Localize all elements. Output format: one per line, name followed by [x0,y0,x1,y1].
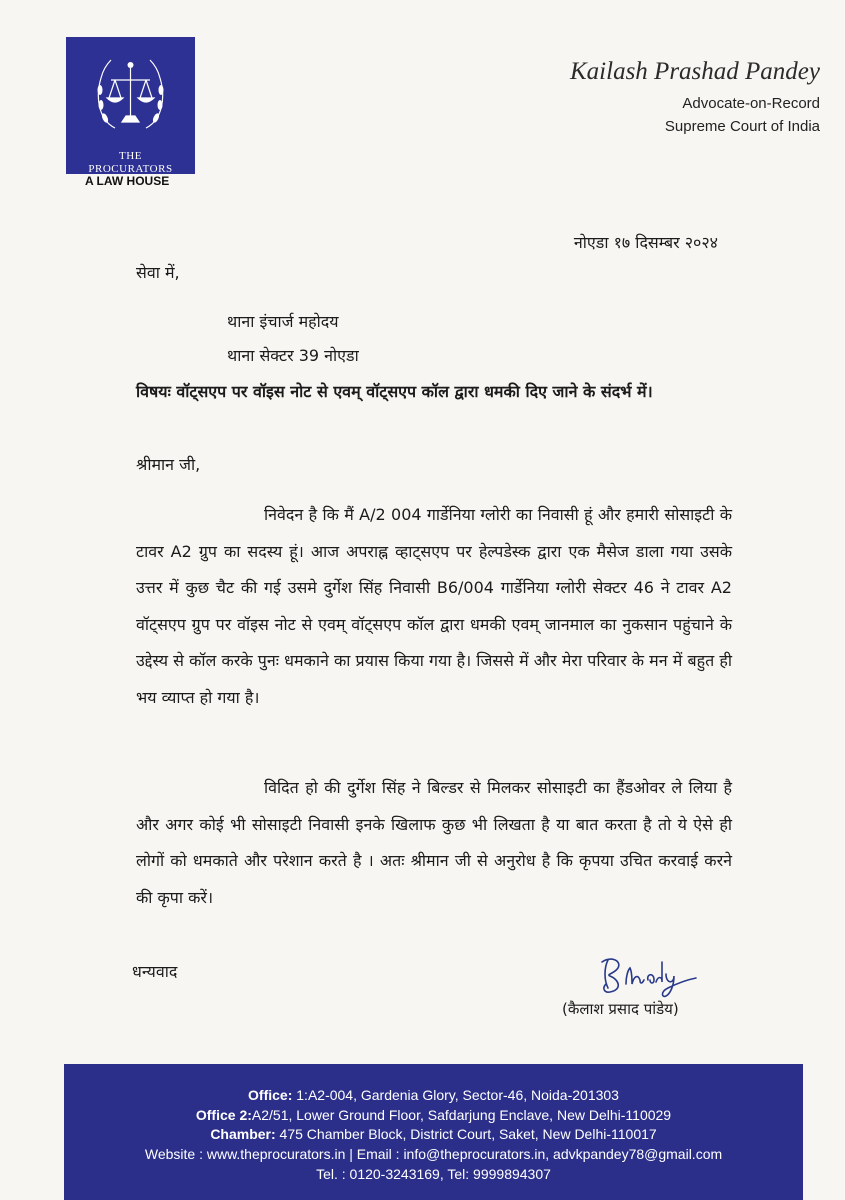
footer-office-2 [64,1106,803,1124]
firm-logo [66,37,195,174]
paragraph-2-text: विदित हो की दुर्गेश सिंह ने बिल्डर से मिलकर सोसाइटी का हैंडओवर ले लिया है और अगर कोई भी सोसाइटी निवासी इनके खिलाफ कुछ भी लिखता है या बात करता है तो ये ऐसे ही लोगों को धमकाते और परेशान करते है । अतः श्रीमान जी से अनुरोध है कि कृपया उचित करवाई करने की कृपा करें। [136,778,732,907]
logo-tagline: A LAW HOUSE [85,174,170,188]
letter-greeting: श्रीमान जी, [136,455,201,474]
footer-chamber [64,1125,803,1143]
letter-salutation-to: सेवा में, [136,263,180,282]
chamber-label: Chamber: [210,1126,276,1142]
signer-name: (कैलाश प्रसाद पांडेय) [562,1000,679,1018]
footer-office-1 [64,1086,803,1104]
footer-phone: Tel. : 0120-3243169, Tel: 9999894307 [316,1166,551,1182]
logo-text-the: THE [119,150,142,162]
letter-paragraph-2 [136,770,732,916]
office-1-address: 1:A2-004, Gardenia Glory, Sector-46, Noida-201303 [292,1087,619,1103]
footer-contact: Website : www.theprocurators.in | Email : info@theprocurators.in, advkpandey78@gmail.com [144,1146,723,1162]
scales-of-justice-icon [93,50,168,145]
advocate-court: Supreme Court of India [664,118,820,135]
paragraph-1-text: निवेदन है कि मैं A/2 004 गार्डेनिया ग्लोरी का निवासी हूं और हमारी सोसाइटी के टावर A2 ग्रुप का सदस्य हूं। आज अपराह्न व्हाट्सएप पर हेल्पडेस्क द्वारा एक मैसेज डाला गया उसके उत्तर में कुछ चैट की गई उसमे दुर्गेश सिंह निवासी B6/004 गार्डेनिया ग्लोरी सेक्टर 46 ने टावर A2 वॉट्सएप ग्रुप पर वॉइस नोट से एवम् वॉट्सएप कॉल द्वारा धमकी एवम् जानमाल का नुकसान पहुंचाने के उद्देस्य से कॉल करके पुनः धमकाने का प्रयास किया गया है। जिससे में और मेरा परिवार के मन में बहुत ही भय व्याप्त हो गया है। [136,505,732,707]
letter-thanks: धन्यवाद [132,962,178,981]
letter-subject: विषयः वॉट्सएप पर वॉइस नोट से एवम् वॉट्सएप कॉल द्वारा धमकी दिए जाने के संदर्भ में। [136,382,653,401]
logo-text-procurators: PROCURATORS [88,163,173,175]
recipient-line-1: थाना इंचार्ज महोदय [227,312,339,331]
letter-paragraph-1 [136,497,732,716]
office-2-label: Office 2: [195,1107,252,1123]
advocate-name: Kailash Prashad Pandey [570,58,820,85]
office-1-label: Office: [248,1087,293,1103]
signature-image [596,954,706,1002]
chamber-address: 475 Chamber Block, District Court, Saket, New Delhi-110017 [275,1126,657,1142]
office-2-address: A2/51, Lower Ground Floor, Safdarjung Enclave, New Delhi-110029 [251,1107,672,1123]
letterhead-footer [64,1064,803,1200]
recipient-line-2: थाना सेक्टर 39 नोएडा [227,346,359,365]
letter-date: नोएडा १७ दिसम्बर २०२४ [573,233,718,252]
advocate-designation: Advocate-on-Record [682,95,820,112]
